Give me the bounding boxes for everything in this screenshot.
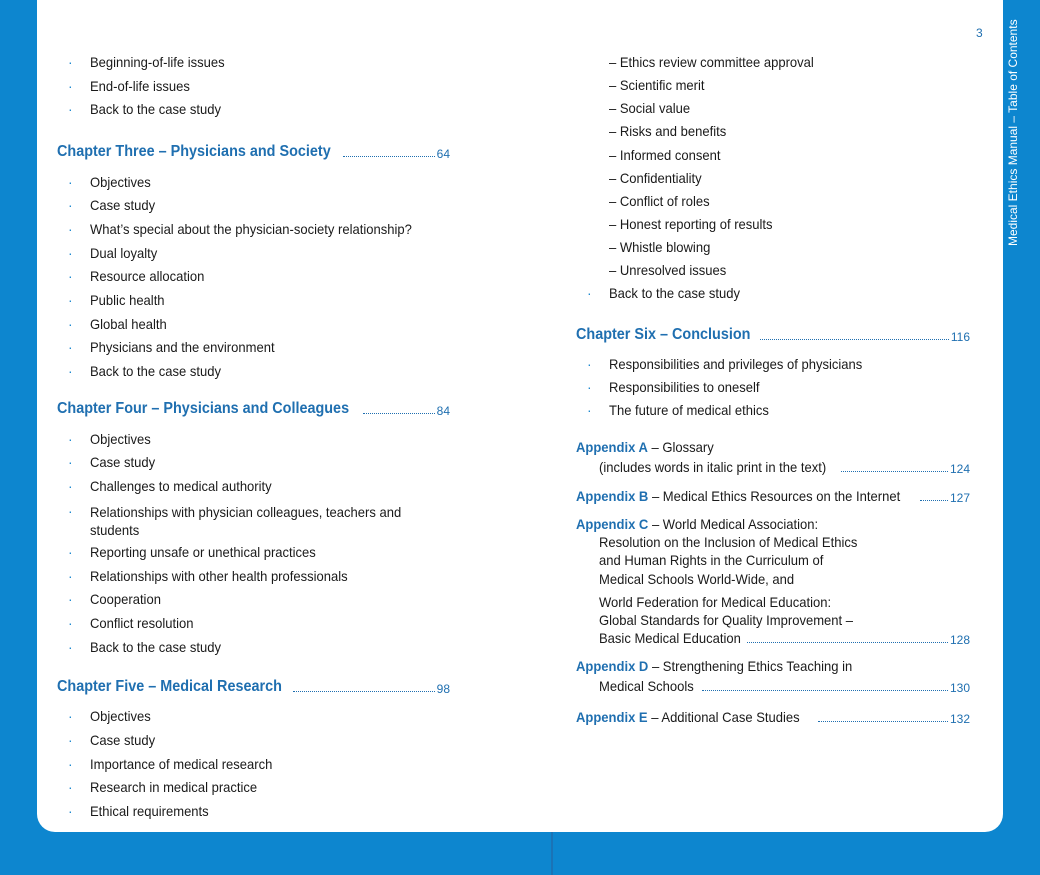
- toc-item[interactable]: Back to the case study: [90, 639, 221, 655]
- toc-item[interactable]: What’s special about the physician-society relationship?: [90, 221, 412, 237]
- bullet-icon: ·: [68, 454, 73, 470]
- appendix-d-line[interactable]: [599, 678, 970, 695]
- bullet-icon: ·: [587, 356, 592, 372]
- leader-dots: [747, 641, 948, 643]
- side-running-title-text: Medical Ethics Manual – Table of Contents: [1006, 19, 1020, 246]
- appendix-c-line: World Federation for Medical Education:: [599, 594, 832, 610]
- toc-item[interactable]: Physicians and the environment: [90, 339, 275, 355]
- bullet-icon: ·: [587, 379, 592, 395]
- toc-item[interactable]: Ethical requirements: [90, 803, 209, 819]
- bullet-icon: ·: [68, 339, 73, 355]
- appendix-label: Appendix A: [576, 439, 648, 455]
- toc-subitem[interactable]: – Social value: [609, 100, 691, 116]
- toc-item[interactable]: Objectives: [90, 431, 151, 447]
- appendix-a-heading[interactable]: [576, 439, 714, 456]
- bullet-icon: ·: [68, 591, 73, 607]
- toc-item[interactable]: End-of-life issues: [90, 78, 190, 94]
- toc-item[interactable]: The future of medical ethics: [609, 402, 769, 418]
- bullet-icon: ·: [68, 478, 73, 494]
- bullet-icon: ·: [68, 779, 73, 795]
- bullet-icon: ·: [68, 503, 73, 519]
- chapter-four-heading[interactable]: [57, 400, 450, 418]
- bullet-icon: ·: [68, 803, 73, 819]
- toc-item[interactable]: Case study: [90, 197, 156, 213]
- chapter-title: Chapter Three – Physicians and Society: [57, 143, 331, 160]
- bullet-icon: ·: [68, 708, 73, 724]
- toc-item[interactable]: Global health: [90, 316, 167, 332]
- bullet-icon: ·: [68, 544, 73, 560]
- appendix-b-line[interactable]: [576, 488, 970, 505]
- bullet-icon: ·: [68, 756, 73, 772]
- appendix-c-last-line[interactable]: [599, 630, 970, 647]
- bullet-icon: ·: [68, 639, 73, 655]
- chapter-page: 98: [436, 682, 450, 696]
- toc-subitem[interactable]: – Risks and benefits: [609, 123, 727, 139]
- bullet-icon: ·: [68, 316, 73, 332]
- bullet-icon: ·: [68, 431, 73, 447]
- leader-dots: [343, 155, 435, 157]
- bullet-icon: ·: [587, 285, 592, 301]
- toc-subitem[interactable]: – Scientific merit: [609, 77, 705, 93]
- appendix-page: 132: [949, 712, 970, 726]
- bullet-icon: ·: [68, 78, 73, 94]
- chapter-five-heading[interactable]: [57, 678, 450, 696]
- toc-subitem[interactable]: – Whistle blowing: [609, 239, 711, 255]
- toc-item[interactable]: Back to the case study: [609, 285, 740, 301]
- appendix-page: 130: [949, 681, 970, 695]
- appendix-c-line: Resolution on the Inclusion of Medical Ethics: [599, 534, 858, 550]
- chapter-page: 116: [950, 330, 970, 344]
- leader-dots: [702, 689, 948, 691]
- chapter-title: Chapter Five – Medical Research: [57, 678, 282, 695]
- toc-subitem[interactable]: – Honest reporting of results: [609, 216, 773, 232]
- appendix-b-text: [576, 488, 901, 505]
- toc-item[interactable]: Objectives: [90, 174, 151, 190]
- chapter-title: Chapter Six – Conclusion: [576, 326, 751, 343]
- chapter-title: Chapter Four – Physicians and Colleagues: [57, 400, 350, 417]
- toc-item[interactable]: Relationships with physician colleagues, teachers and students: [90, 504, 402, 538]
- appendix-subtitle: (includes words in italic print in the text): [599, 459, 827, 475]
- toc-item[interactable]: Challenges to medical authority: [90, 478, 272, 494]
- bullet-icon: ·: [68, 568, 73, 584]
- appendix-page: 128: [949, 633, 970, 647]
- appendix-a-line[interactable]: [599, 459, 970, 476]
- appendix-label: Appendix B: [576, 488, 649, 504]
- toc-item[interactable]: Importance of medical research: [90, 756, 273, 772]
- bullet-icon: ·: [587, 402, 592, 418]
- appendix-page: 127: [949, 491, 970, 505]
- appendix-c-line: and Human Rights in the Curriculum of: [599, 552, 824, 568]
- toc-item[interactable]: Cooperation: [90, 591, 161, 607]
- appendix-subtitle: Basic Medical Education: [599, 630, 741, 646]
- chapter-three-heading[interactable]: [57, 143, 450, 161]
- toc-item[interactable]: Case study: [90, 732, 156, 748]
- leader-dots: [760, 338, 949, 340]
- toc-subitem[interactable]: – Ethics review committee approval: [609, 54, 814, 70]
- toc-item[interactable]: Conflict resolution: [90, 615, 194, 631]
- appendix-page: 124: [949, 462, 970, 476]
- toc-item[interactable]: Beginning-of-life issues: [90, 54, 225, 70]
- bullet-icon: ·: [68, 615, 73, 631]
- toc-subitem[interactable]: – Conflict of roles: [609, 193, 710, 209]
- chapter-page: 84: [436, 404, 450, 418]
- bullet-icon: ·: [68, 101, 73, 117]
- toc-item[interactable]: Relationships with other health professionals: [90, 568, 348, 584]
- appendix-subtitle: Medical Schools: [599, 678, 694, 694]
- chapter-page: 64: [436, 147, 450, 161]
- appendix-label: Appendix C: [576, 516, 649, 532]
- appendix-e-line[interactable]: [576, 709, 970, 726]
- bullet-icon: ·: [68, 174, 73, 190]
- appendix-title: – Additional Case Studies: [647, 709, 800, 725]
- toc-subitem[interactable]: – Confidentiality: [609, 170, 702, 186]
- bullet-icon: ·: [68, 363, 73, 379]
- toc-item[interactable]: Back to the case study: [90, 363, 221, 379]
- toc-item[interactable]: Reporting unsafe or unethical practices: [90, 544, 316, 560]
- appendix-c-line: Global Standards for Quality Improvement –: [599, 612, 854, 628]
- toc-item[interactable]: Dual loyalty: [90, 245, 158, 261]
- bullet-icon: ·: [68, 292, 73, 308]
- leader-dots: [818, 720, 948, 722]
- toc-item[interactable]: Objectives: [90, 708, 151, 724]
- leader-dots: [363, 412, 435, 414]
- appendix-e-text: [576, 709, 799, 726]
- toc-item[interactable]: Responsibilities and privileges of physicians: [609, 356, 863, 372]
- appendix-label: Appendix E: [576, 709, 648, 725]
- toc-subitem[interactable]: – Informed consent: [609, 147, 721, 163]
- bullet-icon: ·: [68, 197, 73, 213]
- toc-item[interactable]: Case study: [90, 454, 156, 470]
- bullet-icon: ·: [68, 268, 73, 284]
- chapter-six-heading[interactable]: [576, 326, 970, 344]
- bullet-icon: ·: [68, 54, 73, 70]
- toc-item[interactable]: Back to the case study: [90, 101, 221, 117]
- toc-item[interactable]: Research in medical practice: [90, 779, 258, 795]
- appendix-title: – Medical Ethics Resources on the Internet: [648, 488, 901, 504]
- leader-dots: [841, 470, 948, 472]
- appendix-c-line: Medical Schools World-Wide, and: [599, 571, 795, 587]
- appendix-title: – World Medical Association:: [648, 516, 819, 532]
- bullet-icon: ·: [68, 245, 73, 261]
- toc-item[interactable]: Public health: [90, 292, 165, 308]
- appendix-title: – Strengthening Ethics Teaching in: [648, 658, 853, 674]
- appendix-d-heading[interactable]: [576, 658, 852, 675]
- bullet-icon: ·: [68, 732, 73, 748]
- appendix-title: – Glossary: [647, 439, 714, 455]
- page-number: 3: [976, 26, 983, 40]
- toc-subitem[interactable]: – Unresolved issues: [609, 262, 727, 278]
- toc-item[interactable]: Responsibilities to oneself: [609, 379, 760, 395]
- leader-dots: [920, 499, 948, 501]
- bullet-icon: ·: [68, 221, 73, 237]
- page-gutter: [551, 832, 553, 875]
- appendix-c-heading[interactable]: [576, 516, 818, 533]
- toc-item[interactable]: Resource allocation: [90, 268, 205, 284]
- leader-dots: [293, 690, 435, 692]
- side-running-title: [1004, 19, 1022, 252]
- appendix-label: Appendix D: [576, 658, 649, 674]
